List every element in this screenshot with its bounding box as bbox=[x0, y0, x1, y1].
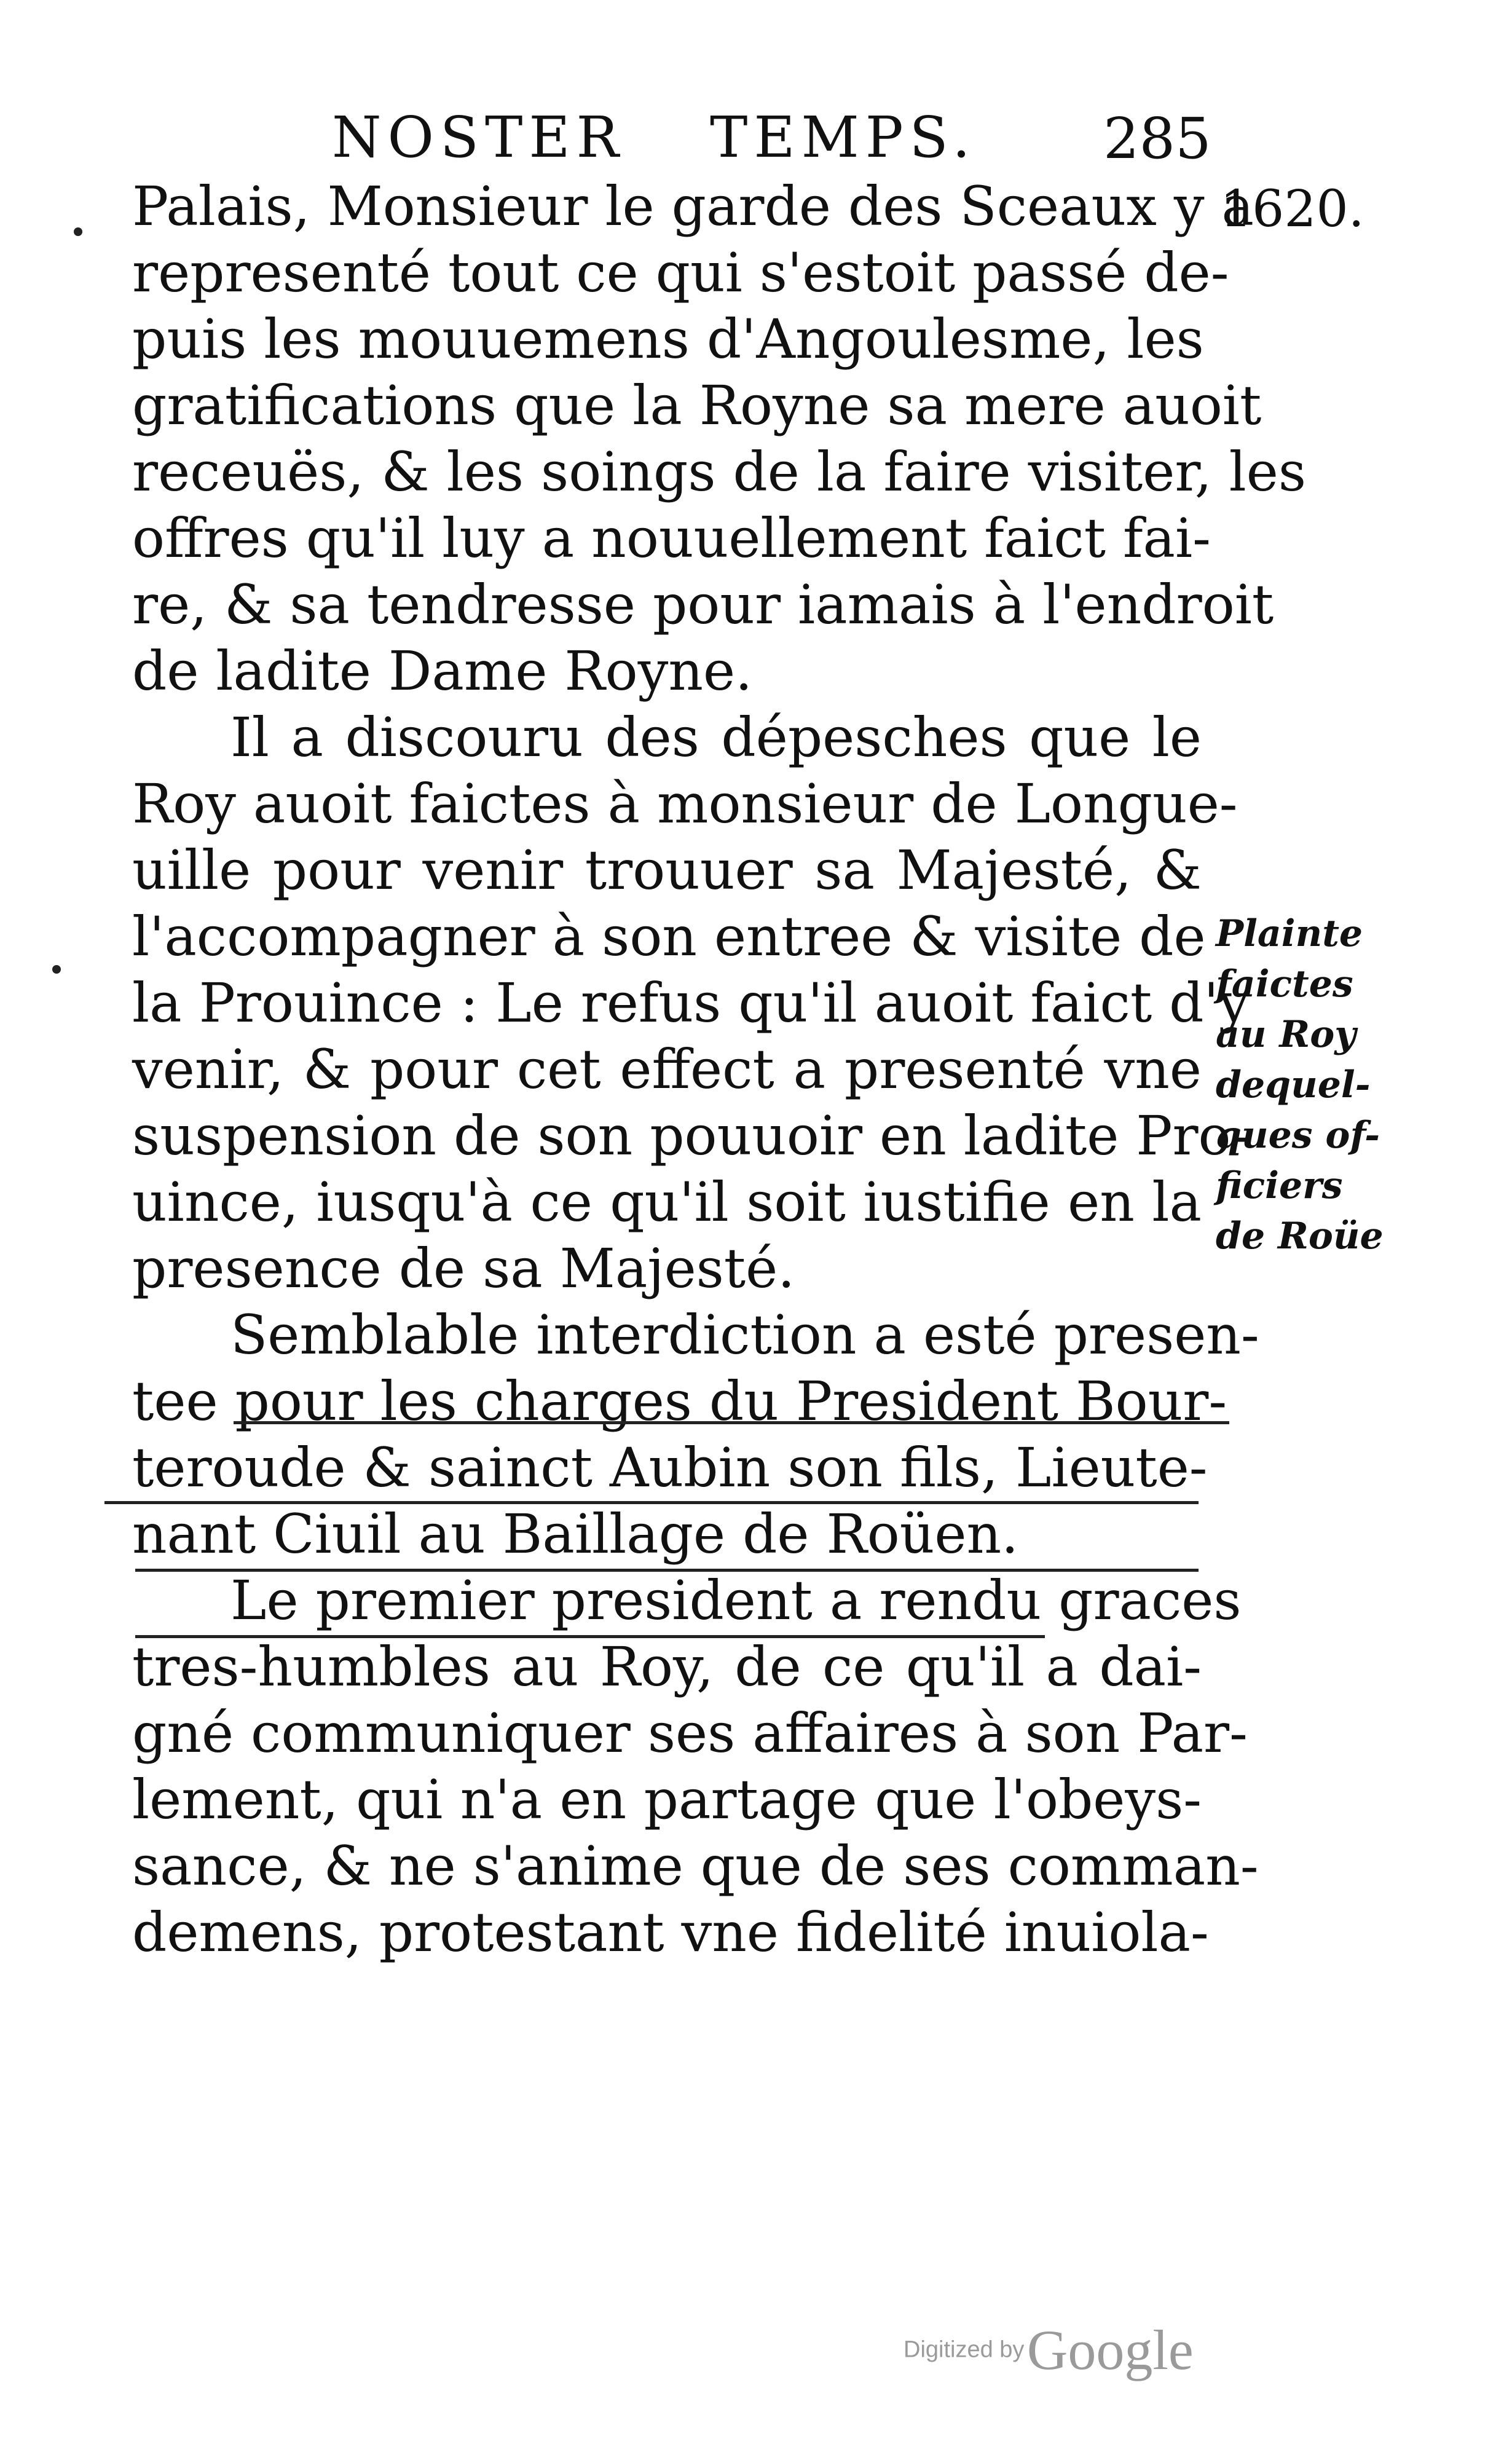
margin-dot bbox=[74, 227, 82, 236]
text-line: uince, iusqu'à ce qu'il soit iustifie en la bbox=[132, 1170, 1202, 1234]
text-line: gné communiquer ses affaires à son Par- bbox=[132, 1701, 1248, 1765]
digitized-watermark bbox=[904, 2317, 1194, 2383]
text-line: puis les mouuemens d'Angoulesme, les bbox=[132, 307, 1204, 371]
marginal-note-line: Plainte bbox=[1216, 912, 1363, 955]
google-logo: Google bbox=[1026, 2319, 1194, 2381]
text-line: Palais, Monsieur le garde des Sceaux y a bbox=[132, 175, 1254, 238]
handwritten-underline bbox=[135, 1569, 1199, 1572]
text-line: representé tout ce qui s'estoit passé de- bbox=[132, 241, 1229, 304]
marginal-note-line: de Roüe bbox=[1216, 1215, 1384, 1258]
text-line: teroude & sainct Aubin son fils, Lieute- bbox=[132, 1436, 1208, 1499]
text-line: re, & sa tendresse pour iamais à l'endroit bbox=[132, 573, 1274, 636]
text-line: tee pour les charges du President Bour- bbox=[132, 1370, 1227, 1433]
text-line: Le premier president a rendu graces bbox=[230, 1569, 1242, 1632]
text-line: suspension de son pouuoir en ladite Pro- bbox=[132, 1104, 1250, 1167]
text-line: offres qu'il luy a nouuellement faict fai- bbox=[132, 507, 1211, 570]
text-line: l'accompagner à son entree & visite de bbox=[132, 905, 1206, 968]
running-title-left: NOSTER bbox=[332, 104, 625, 170]
text-line: Il a discouru des dépesches que le bbox=[230, 706, 1202, 769]
text-line: de ladite Dame Royne. bbox=[132, 639, 753, 703]
page-number: 285 bbox=[1103, 106, 1211, 171]
text-line: sance, & ne s'anime que de ses comman- bbox=[132, 1834, 1259, 1898]
marginal-note-line: ficiers bbox=[1216, 1164, 1343, 1207]
text-line: la Prouince : Le refus qu'il auoit faict d'y bbox=[132, 971, 1250, 1035]
marginal-note bbox=[1216, 909, 1384, 1261]
text-line: venir, & pour cet effect a presenté vne bbox=[132, 1038, 1202, 1101]
text-line: nant Ciuil au Baillage de Roüen. bbox=[132, 1502, 1019, 1566]
text-line: Roy auoit faictes à monsieur de Longue- bbox=[132, 772, 1238, 835]
text-line: demens, protestant vne fidelité inuiola- bbox=[132, 1901, 1209, 1964]
marginal-note-line: ques of- bbox=[1216, 1114, 1380, 1157]
text-line: gratifications que la Royne sa mere auoit bbox=[132, 374, 1262, 437]
text-line: receuës, & les soings de la faire visiter, les bbox=[132, 440, 1307, 503]
watermark-prefix: Digitized by bbox=[904, 2336, 1025, 2363]
handwritten-underline bbox=[135, 1635, 1045, 1638]
marginal-note-line: au Roy bbox=[1216, 1013, 1356, 1056]
handwritten-underline bbox=[234, 1421, 1229, 1424]
marginal-note-line: dequel- bbox=[1216, 1063, 1371, 1106]
text-line: lement, qui n'a en partage que l'obeys- bbox=[132, 1768, 1202, 1831]
text-line: tres-humbles au Roy, de ce qu'il a dai- bbox=[132, 1635, 1202, 1698]
running-title-right: TEMPS. bbox=[710, 104, 977, 170]
handwritten-underline bbox=[104, 1501, 1199, 1504]
margin-year: 1620. bbox=[1220, 180, 1364, 238]
text-line: Semblable interdiction a esté presen- bbox=[230, 1303, 1259, 1366]
margin-dot bbox=[52, 965, 61, 974]
text-line: uille pour venir trouuer sa Majesté, & bbox=[132, 838, 1202, 902]
text-line: presence de sa Majesté. bbox=[132, 1237, 795, 1300]
marginal-note-line: faictes bbox=[1216, 963, 1353, 1006]
